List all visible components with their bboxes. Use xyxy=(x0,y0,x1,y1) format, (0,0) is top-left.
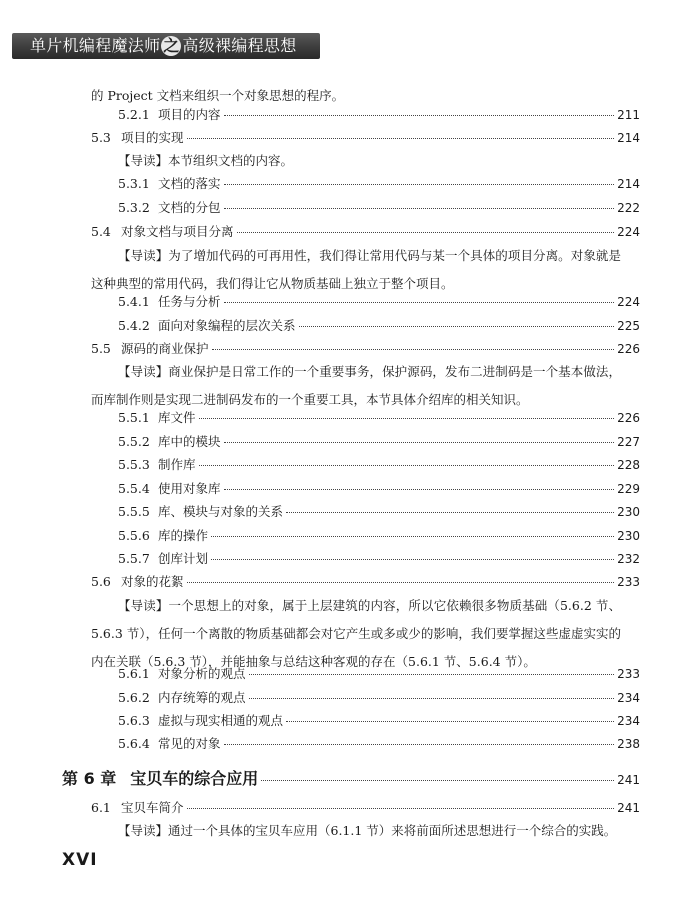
entry-number: 5.5.6 xyxy=(118,528,150,543)
entry-title: 文档的落实 xyxy=(158,176,221,191)
entry-number: 5.5.7 xyxy=(118,551,150,566)
entry-page: 214 xyxy=(617,131,640,145)
entry-page: 224 xyxy=(617,225,640,239)
leader-dots xyxy=(286,512,614,513)
toc-section[interactable] xyxy=(91,130,640,146)
toc-entry[interactable] xyxy=(118,107,640,123)
leader-dots xyxy=(224,208,615,209)
toc-entry[interactable] xyxy=(118,551,640,567)
entry-title: 常见的对象 xyxy=(158,736,221,751)
entry-number: 5.5.3 xyxy=(118,457,150,472)
toc-section[interactable] xyxy=(91,341,640,357)
toc-entry[interactable] xyxy=(118,481,640,497)
leader-dots xyxy=(249,674,615,675)
entry-number: 5.2.1 xyxy=(118,107,150,122)
entry-title: 对象分析的观点 xyxy=(158,666,246,681)
entry-number: 5.5.5 xyxy=(118,504,150,519)
running-header xyxy=(12,33,320,59)
leader-dots xyxy=(224,115,615,116)
intro-line: 的 Project 文档来组织一个对象思想的程序。 xyxy=(91,88,345,103)
entry-page: 214 xyxy=(617,177,640,191)
entry-title: 库中的模块 xyxy=(158,434,221,449)
entry-title: 项目的实现 xyxy=(121,130,184,145)
entry-number: 5.3 xyxy=(91,130,111,145)
entry-title: 库文件 xyxy=(158,410,196,425)
entry-number: 5.3.1 xyxy=(118,176,150,191)
toc-entry[interactable] xyxy=(118,504,640,520)
entry-page: 211 xyxy=(617,108,640,122)
title-connector-badge: 之 xyxy=(163,36,180,55)
entry-title: 制作库 xyxy=(158,457,196,472)
toc-section[interactable] xyxy=(91,224,640,240)
book-title-part2: 高级裸编程思想 xyxy=(182,36,297,55)
entry-title: 宝贝车简介 xyxy=(121,800,184,815)
toc-entry[interactable] xyxy=(118,690,640,706)
entry-page: 230 xyxy=(617,505,640,519)
entry-page: 233 xyxy=(617,575,640,589)
leader-dots xyxy=(187,582,615,583)
entry-title: 库的操作 xyxy=(158,528,209,543)
entry-title: 文档的分包 xyxy=(158,200,221,215)
leader-dots xyxy=(224,184,615,185)
entry-number: 5.6.4 xyxy=(118,736,150,751)
chapter-heading xyxy=(62,766,258,789)
entry-title: 项目的内容 xyxy=(158,107,221,122)
toc-entry[interactable] xyxy=(118,434,640,450)
leader-dots xyxy=(187,808,615,809)
toc-entry[interactable] xyxy=(118,666,640,682)
entry-page: 230 xyxy=(617,529,640,543)
leader-dots xyxy=(211,559,614,560)
guide-note: 【导读】商业保护是日常工作的一个重要事务，保护源码，发布二进制码是一个基本做法，而库制作则是实现二进制码发布的一个重要工具，本节具体介绍库的相关知识。 xyxy=(91,364,621,407)
leader-dots xyxy=(211,536,614,537)
toc-entry[interactable] xyxy=(118,528,640,544)
leader-dots xyxy=(249,698,615,699)
entry-page: 233 xyxy=(617,667,640,681)
entry-page: 227 xyxy=(617,435,640,449)
entry-number: 5.6.3 xyxy=(118,713,150,728)
guide-note: 【导读】一个思想上的对象，属于上层建筑的内容，所以它依赖很多物质基础（5.6.2 节、5.6.3 节），任何一个离散的物质基础都会对它产生或多或少的影响，我们要掌握这些虚虚实实的内在关联（5.6.3 节），并能抽象与总结这种客观的存在（5.6.1 节、5.6.4 节）。 xyxy=(91,598,621,669)
leader-dots xyxy=(224,489,615,490)
entry-number: 5.5.2 xyxy=(118,434,150,449)
entry-number: 5.4.1 xyxy=(118,294,150,309)
toc-entry[interactable] xyxy=(118,176,640,192)
entry-page: 234 xyxy=(617,691,640,705)
leader-dots xyxy=(224,744,615,745)
toc-section[interactable] xyxy=(91,574,640,590)
toc-entry[interactable] xyxy=(118,457,640,473)
entry-page: 241 xyxy=(617,801,640,815)
guide-note: 【导读】本节组织文档的内容。 xyxy=(118,153,294,168)
entry-title: 对象文档与项目分离 xyxy=(121,224,234,239)
entry-title: 源码的商业保护 xyxy=(121,341,209,356)
entry-number: 6.1 xyxy=(91,800,111,815)
chapter-label: 第 6 章 xyxy=(62,769,117,788)
entry-title: 库、模块与对象的关系 xyxy=(158,504,284,519)
entry-page: 228 xyxy=(617,458,640,472)
entry-page: 222 xyxy=(617,201,640,215)
entry-page: 224 xyxy=(617,295,640,309)
leader-dots xyxy=(237,232,615,233)
entry-number: 5.5 xyxy=(91,341,111,356)
toc-entry[interactable] xyxy=(118,713,640,729)
entry-title: 任务与分析 xyxy=(158,294,221,309)
leader-dots xyxy=(212,349,615,350)
guide-note: 【导读】为了增加代码的可再用性，我们得让常用代码与某一个具体的项目分离。对象就是这种典型的常用代码，我们得让它从物质基础上独立于整个项目。 xyxy=(91,248,621,291)
entry-number: 5.6 xyxy=(91,574,111,589)
book-title-part1: 单片机编程魔法师 xyxy=(30,36,161,55)
toc-chapter[interactable] xyxy=(62,766,640,789)
entry-number: 5.5.1 xyxy=(118,410,150,425)
entry-page: 241 xyxy=(617,773,640,787)
leader-dots xyxy=(286,721,614,722)
entry-title: 虚拟与现实相通的观点 xyxy=(158,713,284,728)
leader-dots xyxy=(261,780,614,781)
page-number: XVI xyxy=(62,850,98,870)
entry-title: 创库计划 xyxy=(158,551,209,566)
toc-entry[interactable] xyxy=(118,294,640,310)
entry-page: 229 xyxy=(617,482,640,496)
entry-page: 226 xyxy=(617,342,640,356)
entry-number: 5.6.2 xyxy=(118,690,150,705)
entry-number: 5.6.1 xyxy=(118,666,150,681)
chapter-title: 宝贝车的综合应用 xyxy=(130,769,259,788)
leader-dots xyxy=(224,442,615,443)
leader-dots xyxy=(224,302,615,303)
entry-title: 内存统筹的观点 xyxy=(158,690,246,705)
book-title xyxy=(30,36,297,56)
toc-entry[interactable] xyxy=(118,410,640,426)
toc-entry[interactable] xyxy=(118,318,640,334)
entry-number: 5.4.2 xyxy=(118,318,150,333)
entry-page: 232 xyxy=(617,552,640,566)
entry-number: 5.3.2 xyxy=(118,200,150,215)
guide-note: 【导读】通过一个具体的宝贝车应用（6.1.1 节）来将前面所述思想进行一个综合的实践。 xyxy=(118,823,617,838)
leader-dots xyxy=(299,326,615,327)
entry-page: 238 xyxy=(617,737,640,751)
leader-dots xyxy=(199,418,615,419)
entry-title: 使用对象库 xyxy=(158,481,221,496)
entry-page: 234 xyxy=(617,714,640,728)
entry-title: 对象的花絮 xyxy=(121,574,184,589)
entry-number: 5.5.4 xyxy=(118,481,150,496)
toc-section[interactable] xyxy=(91,800,640,816)
entry-title: 面向对象编程的层次关系 xyxy=(158,318,296,333)
leader-dots xyxy=(187,138,615,139)
leader-dots xyxy=(199,465,615,466)
toc-entry[interactable] xyxy=(118,736,640,752)
entry-number: 5.4 xyxy=(91,224,111,239)
entry-page: 226 xyxy=(617,411,640,425)
entry-page: 225 xyxy=(617,319,640,333)
toc-entry[interactable] xyxy=(118,200,640,216)
